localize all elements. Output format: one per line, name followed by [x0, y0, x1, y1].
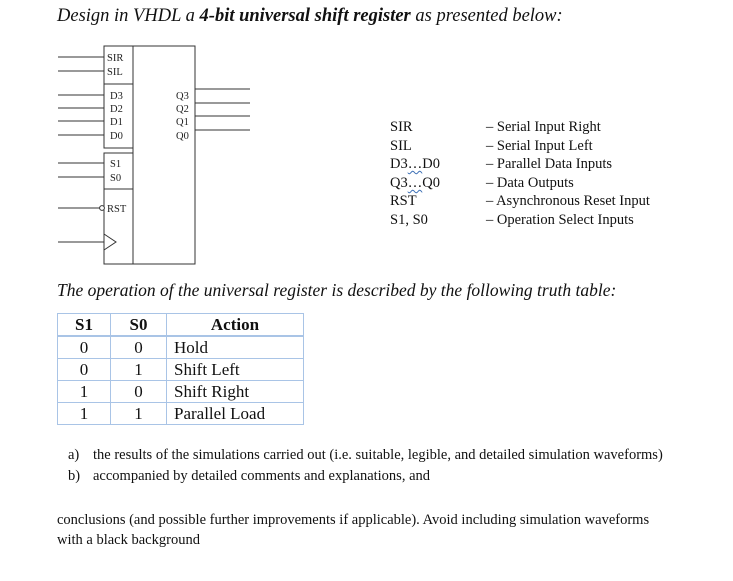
requirements-list — [68, 445, 685, 487]
list-item — [68, 445, 685, 466]
cell-action: Parallel Load — [167, 403, 304, 425]
header-s0: S0 — [111, 314, 167, 337]
cell-s1: 0 — [58, 336, 111, 359]
list-item-text: the results of the simulations carried out (i.e. suitable, legible, and detailed simulation waveforms) — [93, 447, 663, 463]
header-action: Action — [167, 314, 304, 337]
cell-s1: 0 — [58, 359, 111, 381]
legend-descriptions — [486, 118, 650, 230]
pin-label-d2: D2 — [110, 104, 123, 115]
pin-label-sir: SIR — [107, 53, 124, 64]
legend-symbol: Q3…Q0 — [390, 174, 440, 191]
legend-symbol: RST — [390, 193, 417, 210]
cell-s0: 0 — [111, 381, 167, 403]
pin-label-d3: D3 — [110, 91, 123, 102]
pin-label-d1: D1 — [110, 117, 123, 128]
legend-symbol: S1, S0 — [390, 211, 428, 228]
table-row — [58, 381, 304, 403]
shift-register-block-diagram — [0, 0, 300, 280]
pin-label-s1: S1 — [110, 159, 122, 170]
cell-s0: 1 — [111, 403, 167, 425]
cell-action: Shift Left — [167, 359, 304, 381]
legend-symbol: D3…D0 — [390, 156, 440, 173]
control-input-block — [104, 189, 133, 264]
pin-label-rst: RST — [107, 204, 127, 215]
truth-table-caption: The operation of the universal register is described by the following truth table: — [57, 280, 617, 300]
page-title: Design in VHDL a 4-bit universal shift register as presented below: — [57, 6, 563, 26]
pin-label-sil: SIL — [107, 67, 123, 78]
table-row — [58, 403, 304, 425]
legend-symbols — [390, 118, 440, 230]
legend-description: – Data Outputs — [486, 174, 574, 191]
reset-inversion-bubble — [100, 206, 105, 211]
header-s1: S1 — [58, 314, 111, 337]
serial-input-block — [104, 46, 133, 84]
legend-symbol: SIL — [390, 137, 412, 154]
legend-symbol: SIR — [390, 119, 413, 135]
cell-s0: 1 — [111, 359, 167, 381]
truth-table — [57, 313, 304, 425]
pin-label-d0: D0 — [110, 131, 123, 142]
conclusion-paragraph: conclusions (and possible further improvements if applicable). Avoid including simulation waveforms with a black background — [57, 512, 650, 548]
table-row — [58, 336, 304, 359]
cell-s1: 1 — [58, 403, 111, 425]
legend-description: – Serial Input Right — [486, 119, 601, 135]
legend-description: – Asynchronous Reset Input — [486, 193, 650, 210]
cell-s0: 0 — [111, 336, 167, 359]
clock-input-triangle — [104, 234, 116, 250]
table-row — [58, 359, 304, 381]
legend-description: – Operation Select Inputs — [486, 211, 634, 228]
table-header-row — [58, 314, 304, 337]
list-item-label: b) — [68, 468, 81, 484]
pin-label-q3: Q3 — [176, 91, 189, 102]
legend-description: – Parallel Data Inputs — [486, 156, 613, 173]
pin-label-q2: Q2 — [176, 104, 189, 115]
pin-label-q1: Q1 — [176, 117, 189, 128]
cell-action: Shift Right — [167, 381, 304, 403]
list-item-label: a) — [68, 447, 80, 463]
pin-label-q0: Q0 — [176, 131, 189, 142]
pin-label-s0: S0 — [110, 173, 122, 184]
list-item-text: accompanied by detailed comments and explanations, and — [93, 468, 431, 484]
cell-s1: 1 — [58, 381, 111, 403]
list-item — [68, 466, 685, 487]
legend-description: – Serial Input Left — [486, 137, 593, 154]
register-body — [133, 46, 195, 264]
cell-action: Hold — [167, 336, 304, 359]
